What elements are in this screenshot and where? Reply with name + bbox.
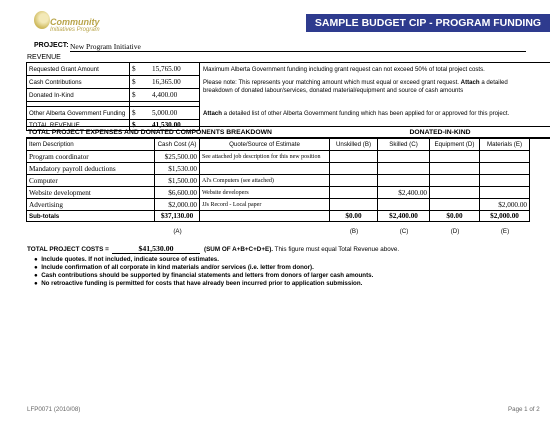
cell-quote-source[interactable]: JJs Record - Local paper: [200, 199, 330, 211]
revenue-label: Other Alberta Government Funding: [26, 107, 130, 120]
revenue-amount[interactable]: [130, 63, 200, 76]
project-label: PROJECT:: [34, 42, 69, 49]
column-letter: (A): [173, 228, 182, 235]
cell-materials[interactable]: [480, 151, 530, 163]
cell-item-description[interactable]: Sub-totals: [26, 211, 155, 222]
column-letter: (B): [349, 228, 359, 235]
cell-unskilled[interactable]: [330, 175, 378, 187]
amount-value: 41,530.00: [152, 121, 181, 129]
cell-materials[interactable]: $2,000.00: [480, 211, 530, 222]
currency-symbol: $: [132, 78, 136, 86]
cell-skilled[interactable]: $2,400.00: [378, 211, 430, 222]
cell-unskilled[interactable]: [330, 163, 378, 175]
column-header-materials: Materials (E): [480, 139, 530, 151]
expenses-title: TOTAL PROJECT EXPENSES AND DONATED COMPONENTS BREAKDOWN: [26, 127, 330, 138]
cell-item-description[interactable]: Advertising: [26, 199, 155, 211]
cell-cash-cost[interactable]: $1,530.00: [155, 163, 200, 175]
cell-cash-cost[interactable]: $1,500.00: [155, 175, 200, 187]
bullet-icon: ●: [34, 256, 42, 263]
amount-value: 4,400.00: [152, 91, 178, 99]
project-underline: [70, 51, 526, 52]
currency-symbol: $: [132, 121, 136, 129]
column-letter: (D): [450, 228, 460, 235]
cell-item-description[interactable]: Website development: [26, 187, 155, 199]
revenue-label: Requested Grant Amount: [26, 63, 130, 76]
cell-unskilled[interactable]: [330, 199, 378, 211]
cell-item-description[interactable]: Program coordinator: [26, 151, 155, 163]
total-costs-label: TOTAL PROJECT COSTS =: [27, 246, 109, 253]
note-text: This figure must equal Total Revenue above.: [273, 246, 400, 253]
cell-materials[interactable]: [480, 187, 530, 199]
bullet-icon: ●: [34, 280, 42, 287]
cell-quote-source[interactable]: Website developers: [200, 187, 330, 199]
cell-cash-cost[interactable]: $37,130.00: [155, 211, 200, 222]
note-bold: Attach: [203, 110, 222, 117]
donated-in-kind-title: DONATED-IN-KIND: [330, 127, 550, 138]
cell-equipment[interactable]: [430, 199, 480, 211]
cell-cash-cost[interactable]: $2,000.00: [155, 199, 200, 211]
other-funding-note: [203, 110, 509, 118]
cell-materials[interactable]: [480, 175, 530, 187]
total-revenue-label: TOTAL REVENUE: [26, 120, 130, 131]
revenue-label: Cash Contributions: [26, 76, 130, 89]
column-header-skilled: Skilled (C): [378, 139, 430, 151]
column-header-item-description: Item Description: [26, 139, 155, 151]
max-funding-note: Maximum Alberta Government funding including grant request can not exceed 50% of total project costs.: [203, 66, 485, 73]
cell-skilled[interactable]: [378, 199, 430, 211]
cell-unskilled[interactable]: $0.00: [330, 211, 378, 222]
cell-quote-source[interactable]: [200, 211, 330, 222]
cell-cash-cost[interactable]: $6,600.00: [155, 187, 200, 199]
list-item-text: Include confirmation of all corporate in kind materials and/or services (i.e. letter from donor).: [41, 264, 314, 271]
note-text: Please note: This represents your matching amount which must equal or exceed grant request.: [203, 79, 461, 86]
page-number: Page 1 of 2: [508, 406, 540, 413]
cell-skilled[interactable]: [378, 151, 430, 163]
list-item: [34, 272, 373, 279]
note-bold: (SUM OF A+B+C+D+E).: [204, 246, 274, 253]
currency-symbol: $: [132, 109, 136, 117]
matching-note: [203, 79, 508, 95]
revenue-amount[interactable]: [130, 76, 200, 89]
cell-cash-cost[interactable]: $25,500.00: [155, 151, 200, 163]
cell-skilled[interactable]: [378, 175, 430, 187]
currency-symbol: $: [132, 65, 136, 73]
note-text: a detailed list of other Alberta Government funding which has been applied for or approved for this project.: [221, 110, 510, 117]
community-initiatives-logo: [34, 10, 124, 40]
revenue-amount[interactable]: [130, 89, 200, 102]
cell-materials[interactable]: $2,000.00: [480, 199, 530, 211]
cell-equipment[interactable]: [430, 175, 480, 187]
cell-unskilled[interactable]: [330, 151, 378, 163]
amount-value: 5,000.00: [152, 109, 178, 117]
revenue-amount[interactable]: [130, 107, 200, 120]
cell-equipment[interactable]: [430, 151, 480, 163]
column-header-equipment: Equipment (D): [430, 139, 480, 151]
bullet-icon: ●: [34, 264, 42, 271]
project-name[interactable]: New Program Initiative: [70, 42, 141, 51]
logo-swirl-icon: [34, 11, 50, 29]
cell-equipment[interactable]: [430, 163, 480, 175]
cell-item-description[interactable]: Mandatory payroll deductions: [26, 163, 155, 175]
column-header-quote-source: Quote/Source of Estimate: [200, 139, 330, 151]
column-header-unskilled: Unskilled (B): [330, 139, 378, 151]
cell-quote-source[interactable]: See attached job description for this new position: [200, 151, 330, 163]
revenue-label: Donated In-Kind: [26, 89, 130, 102]
cell-quote-source[interactable]: Al's Computers (see attached): [200, 175, 330, 187]
list-item: [34, 256, 219, 263]
form-id: LFP0071 (2010/08): [27, 406, 81, 413]
total-costs-value: $41,530.00: [112, 244, 200, 254]
revenue-section-label: REVENUE: [27, 54, 61, 61]
amount-value: 15,765.00: [152, 65, 181, 73]
cell-skilled[interactable]: [378, 163, 430, 175]
cell-skilled[interactable]: $2,400.00: [378, 187, 430, 199]
page-title: SAMPLE BUDGET CIP - PROGRAM FUNDING: [306, 14, 550, 32]
logo-subtext: Initiatives Program: [50, 27, 100, 33]
note-bold: Attach: [460, 79, 480, 86]
list-item: [34, 280, 362, 287]
cell-unskilled[interactable]: [330, 187, 378, 199]
column-letter: (C): [399, 228, 409, 235]
note-text: breakdown of donated labour/services, donated material/equipment and source of cash amounts: [203, 87, 464, 94]
note-text: a detailed: [479, 79, 508, 86]
total-costs-note: [204, 246, 399, 253]
list-item: [34, 264, 314, 271]
cell-item-description[interactable]: Computer: [26, 175, 155, 187]
bullet-icon: ●: [34, 272, 42, 279]
currency-symbol: $: [132, 91, 136, 99]
cell-materials[interactable]: [480, 163, 530, 175]
logo-text: Community: [50, 17, 100, 27]
list-item-text: Cash contributions should be supported by financial statements and letters from donors of larger cash amounts.: [41, 272, 374, 279]
cell-quote-source[interactable]: [200, 163, 330, 175]
list-item-text: No retroactive funding is permitted for costs that have already been incurred prior to application submission.: [41, 280, 363, 287]
column-letter: (E): [500, 228, 510, 235]
column-header-cash-cost: Cash Cost (A): [155, 139, 200, 151]
amount-value: 16,365.00: [152, 78, 181, 86]
list-item-text: Include quotes. If not included, indicate source of estimates.: [41, 256, 219, 263]
cell-equipment[interactable]: $0.00: [430, 211, 480, 222]
cell-equipment[interactable]: [430, 187, 480, 199]
